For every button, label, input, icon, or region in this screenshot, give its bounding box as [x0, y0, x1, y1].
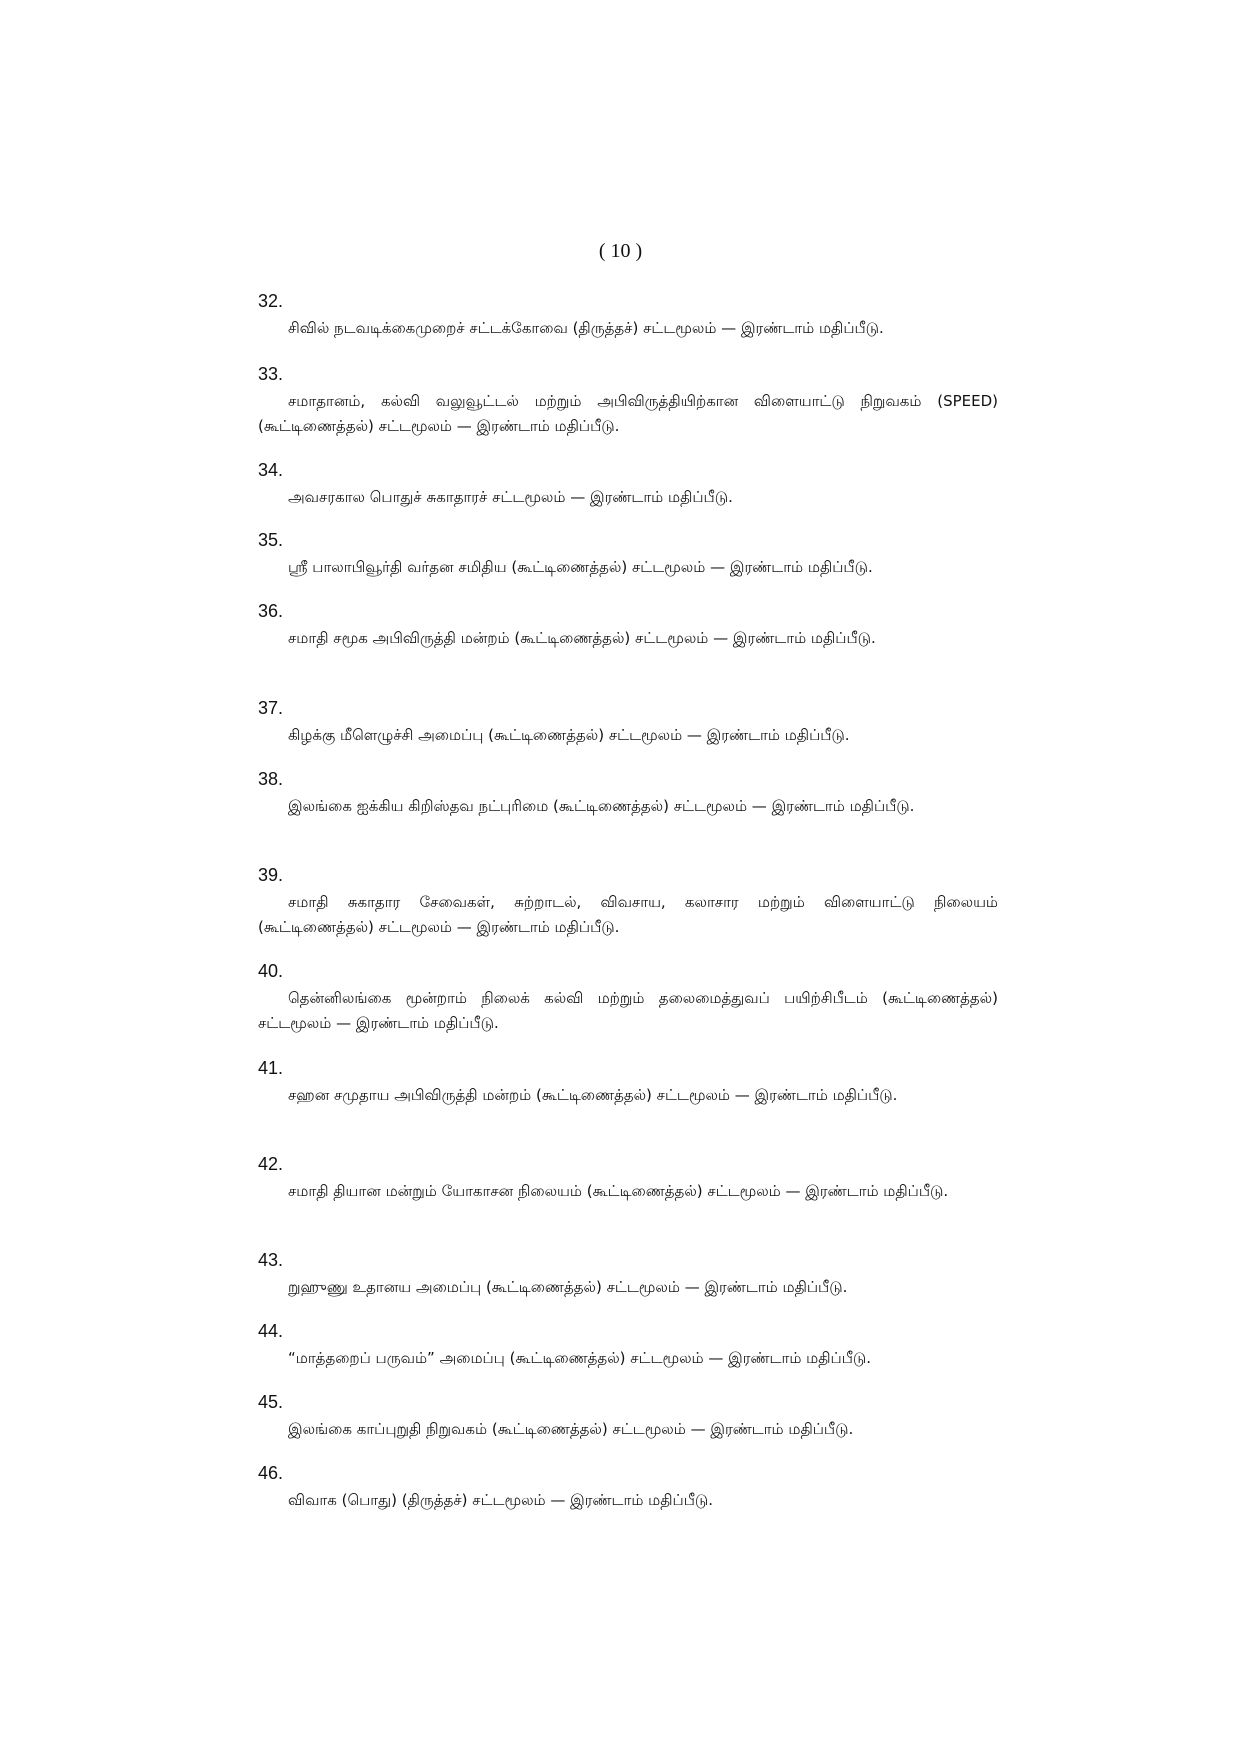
item-text: சமாதி தியான மன்றும் யோகாசன நிலையம் (கூட்டிணைத்தல்) சட்டமூலம் — இரண்டாம் மதிப்பீடு. — [288, 1182, 949, 1200]
item-number: 45. — [258, 1392, 284, 1412]
item-text: “மாத்தறைப் பருவம்” அமைப்பு (கூட்டிணைத்தல்) சட்டமூலம் — இரண்டாம் மதிப்பீடு. — [288, 1349, 872, 1367]
item-number: 38. — [258, 769, 284, 789]
list-item — [258, 600, 998, 651]
item-number: 36. — [258, 601, 284, 621]
list-item — [258, 960, 998, 1036]
item-number: 46. — [258, 1463, 284, 1483]
list-item — [258, 363, 998, 439]
list-item — [258, 1057, 998, 1108]
item-number: 33. — [258, 364, 284, 384]
item-text: விவாக (பொது) (திருத்தச்) சட்டமூலம் — இரண்டாம் மதிப்பீடு. — [288, 1491, 714, 1509]
item-text: ஸ்ரீ பாலாபிவூர்தி வர்தன சமிதிய (கூட்டிணைத்தல்) சட்டமூலம் — இரண்டாம் மதிப்பீடு. — [288, 558, 873, 576]
list-item — [258, 1462, 998, 1513]
item-text: இலங்கை காப்புறுதி நிறுவகம் (கூட்டிணைத்தல்) சட்டமூலம் — இரண்டாம் மதிப்பீடு. — [288, 1420, 854, 1438]
item-number: 40. — [258, 961, 284, 981]
item-number: 44. — [258, 1321, 284, 1341]
list-item — [258, 697, 998, 748]
list-item — [258, 864, 998, 940]
item-text: றுஹுணு உதானய அமைப்பு (கூட்டிணைத்தல்) சட்டமூலம் — இரண்டாம் மதிப்பீடு. — [288, 1278, 848, 1296]
list-item — [258, 1320, 998, 1371]
list-item — [258, 1391, 998, 1442]
item-number: 35. — [258, 530, 284, 550]
item-number: 37. — [258, 698, 284, 718]
item-number: 32. — [258, 291, 284, 311]
list-item — [258, 1153, 998, 1204]
list-item — [258, 290, 998, 341]
item-text: கிழக்கு மீளெழுச்சி அமைப்பு (கூட்டிணைத்தல்) சட்டமூலம் — இரண்டாம் மதிப்பீடு. — [288, 726, 850, 744]
item-number: 41. — [258, 1058, 284, 1078]
item-text: சஹன சமுதாய அபிவிருத்தி மன்றம் (கூட்டிணைத்தல்) சட்டமூலம் — இரண்டாம் மதிப்பீடு. — [288, 1086, 898, 1104]
list-item — [258, 1249, 998, 1300]
page-number: ( 10 ) — [598, 240, 643, 262]
item-number: 34. — [258, 460, 284, 480]
item-text: தென்னிலங்கை மூன்றாம் நிலைக் கல்வி மற்றும் தலைமைத்துவப் பயிற்சிபீடம் (கூட்டிணைத்தல்) சட்டமூலம் — இரண்டாம் மதிப்பீடு. — [258, 989, 998, 1032]
list-item — [258, 529, 998, 580]
item-number: 39. — [258, 865, 284, 885]
item-text: அவசரகால பொதுச் சுகாதாரச் சட்டமூலம் — இரண்டாம் மதிப்பீடு. — [288, 488, 733, 506]
item-number: 42. — [258, 1154, 284, 1174]
item-text: இலங்கை ஐக்கிய கிறிஸ்தவ நட்புரிமை (கூட்டிணைத்தல்) சட்டமூலம் — இரண்டாம் மதிப்பீடு. — [288, 797, 915, 815]
item-text: சமாதானம், கல்வி வலுவூட்டல் மற்றும் அபிவிருத்தியிற்கான விளையாட்டு நிறுவகம் (SPEED) (கூட்டிணைத்தல்) சட்டமூலம் — இரண்டாம் மதிப்பீடு. — [258, 392, 998, 435]
item-number: 43. — [258, 1250, 284, 1270]
item-text: சிவில் நடவடிக்கைமுறைச் சட்டக்கோவை (திருத்தச்) சட்டமூலம் — இரண்டாம் மதிப்பீடு. — [288, 319, 884, 337]
list-item — [258, 768, 998, 819]
item-text: சமாதி சுகாதார சேவைகள், சுற்றாடல், விவசாய, கலாசார மற்றும் விளையாட்டு நிலையம் (கூட்டிணைத்தல்) சட்டமூலம் — இரண்டாம் மதிப்பீடு. — [258, 893, 998, 936]
list-item — [258, 459, 998, 510]
item-text: சமாதி சமூக அபிவிருத்தி மன்றம் (கூட்டிணைத்தல்) சட்டமூலம் — இரண்டாம் மதிப்பீடு. — [288, 629, 876, 647]
